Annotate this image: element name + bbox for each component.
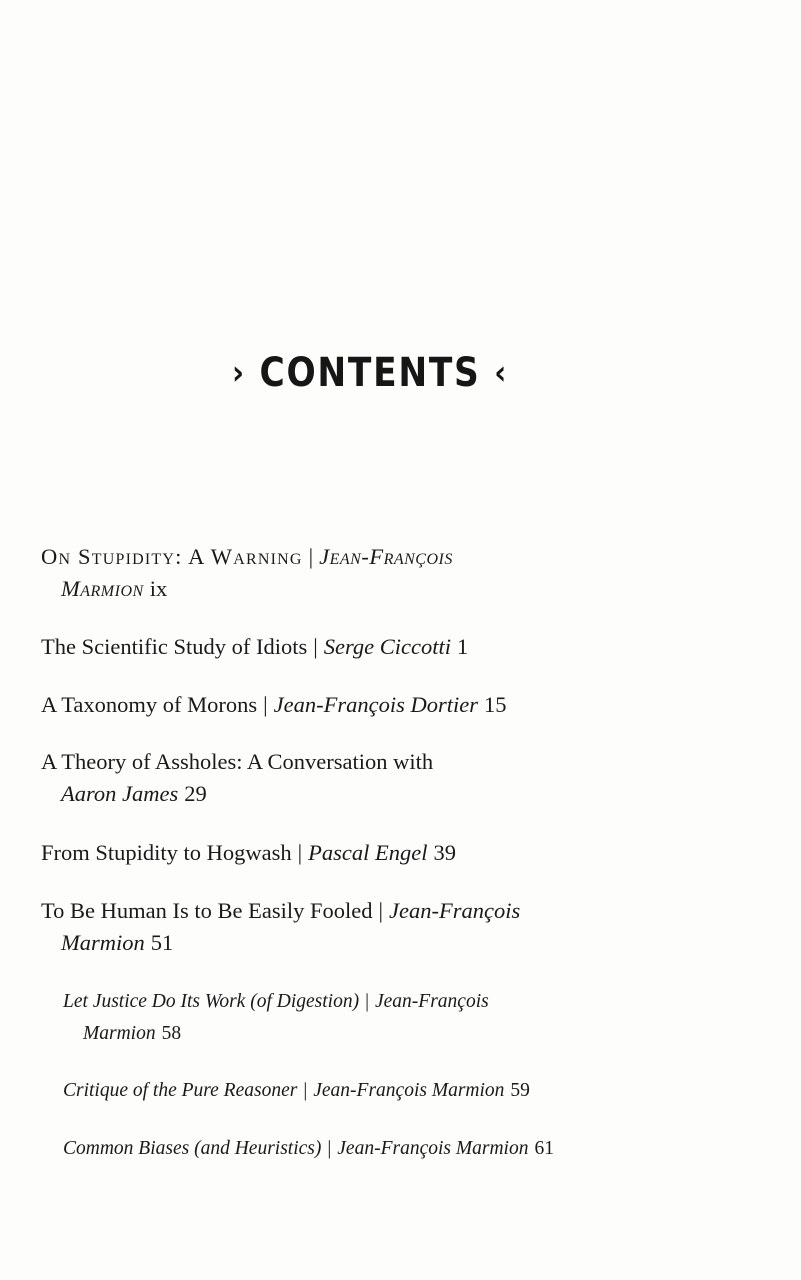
entry-page-number: 58 xyxy=(161,1023,182,1044)
toc-subentry[interactable] xyxy=(63,1075,530,1107)
toc-entry[interactable] xyxy=(41,746,433,810)
entry-separator: | xyxy=(303,1080,308,1101)
entry-author: Pascal Engel xyxy=(308,840,428,865)
toc-subentry[interactable] xyxy=(63,1133,554,1165)
entry-page-number: ix xyxy=(149,576,168,601)
entry-author: Jean-François Dortier xyxy=(273,692,478,717)
entry-author: Jean-François xyxy=(374,991,489,1012)
toc-entry[interactable] xyxy=(41,837,456,869)
entry-title: Let Justice Do Its Work (of Digestion) xyxy=(63,991,360,1012)
right-chevron-icon: › xyxy=(231,353,246,393)
toc-entry[interactable] xyxy=(41,541,453,605)
entry-page-number: 61 xyxy=(534,1138,554,1159)
entry-author-continued: Marmion xyxy=(61,576,144,601)
entry-author: Jean-François xyxy=(319,544,453,569)
page-title: CONTENTS xyxy=(259,350,481,396)
entry-title: The Scientific Study of Idiots xyxy=(41,634,308,659)
entry-title: A Theory of Assholes: A Conversation with xyxy=(41,749,434,774)
entry-title: Common Biases (and Heuristics) xyxy=(63,1138,322,1159)
entry-page-number: 1 xyxy=(457,634,469,659)
entry-separator: | xyxy=(327,1138,332,1159)
entry-author: Aaron James xyxy=(61,781,179,806)
entry-author-continued: Marmion xyxy=(83,1023,156,1044)
entry-page-number: 29 xyxy=(184,781,207,806)
contents-heading xyxy=(52,350,688,396)
entry-author: Jean-François Marmion xyxy=(313,1080,505,1101)
entry-author-continued: Marmion xyxy=(61,930,145,955)
entry-separator: | xyxy=(308,544,314,569)
entry-separator: | xyxy=(378,898,384,923)
entry-author: Jean-François Marmion xyxy=(337,1138,529,1159)
entry-title: Critique of the Pure Reasoner xyxy=(63,1080,298,1101)
entry-separator: | xyxy=(313,634,318,659)
entry-author: Jean-François xyxy=(389,898,521,923)
entry-page-number: 15 xyxy=(484,692,507,717)
entry-title: On Stupidity: A Warning xyxy=(41,544,303,569)
entry-author: Serge Ciccotti xyxy=(323,634,451,659)
entry-separator: | xyxy=(263,692,268,717)
toc-entry[interactable] xyxy=(41,631,468,663)
entry-page-number: 59 xyxy=(510,1080,530,1101)
entry-page-number: 39 xyxy=(433,840,457,865)
entry-separator: | xyxy=(365,991,369,1012)
left-chevron-icon: ‹ xyxy=(494,353,508,393)
entry-page-number: 51 xyxy=(150,930,174,955)
toc-subentry[interactable] xyxy=(63,986,489,1050)
entry-title: To Be Human Is to Be Easily Fooled xyxy=(41,898,373,923)
entry-separator: | xyxy=(297,840,303,865)
toc-entry[interactable] xyxy=(41,895,520,959)
toc-entry[interactable] xyxy=(41,689,507,721)
entry-title: From Stupidity to Hogwash xyxy=(41,840,292,865)
entry-title: A Taxonomy of Morons xyxy=(41,692,258,717)
